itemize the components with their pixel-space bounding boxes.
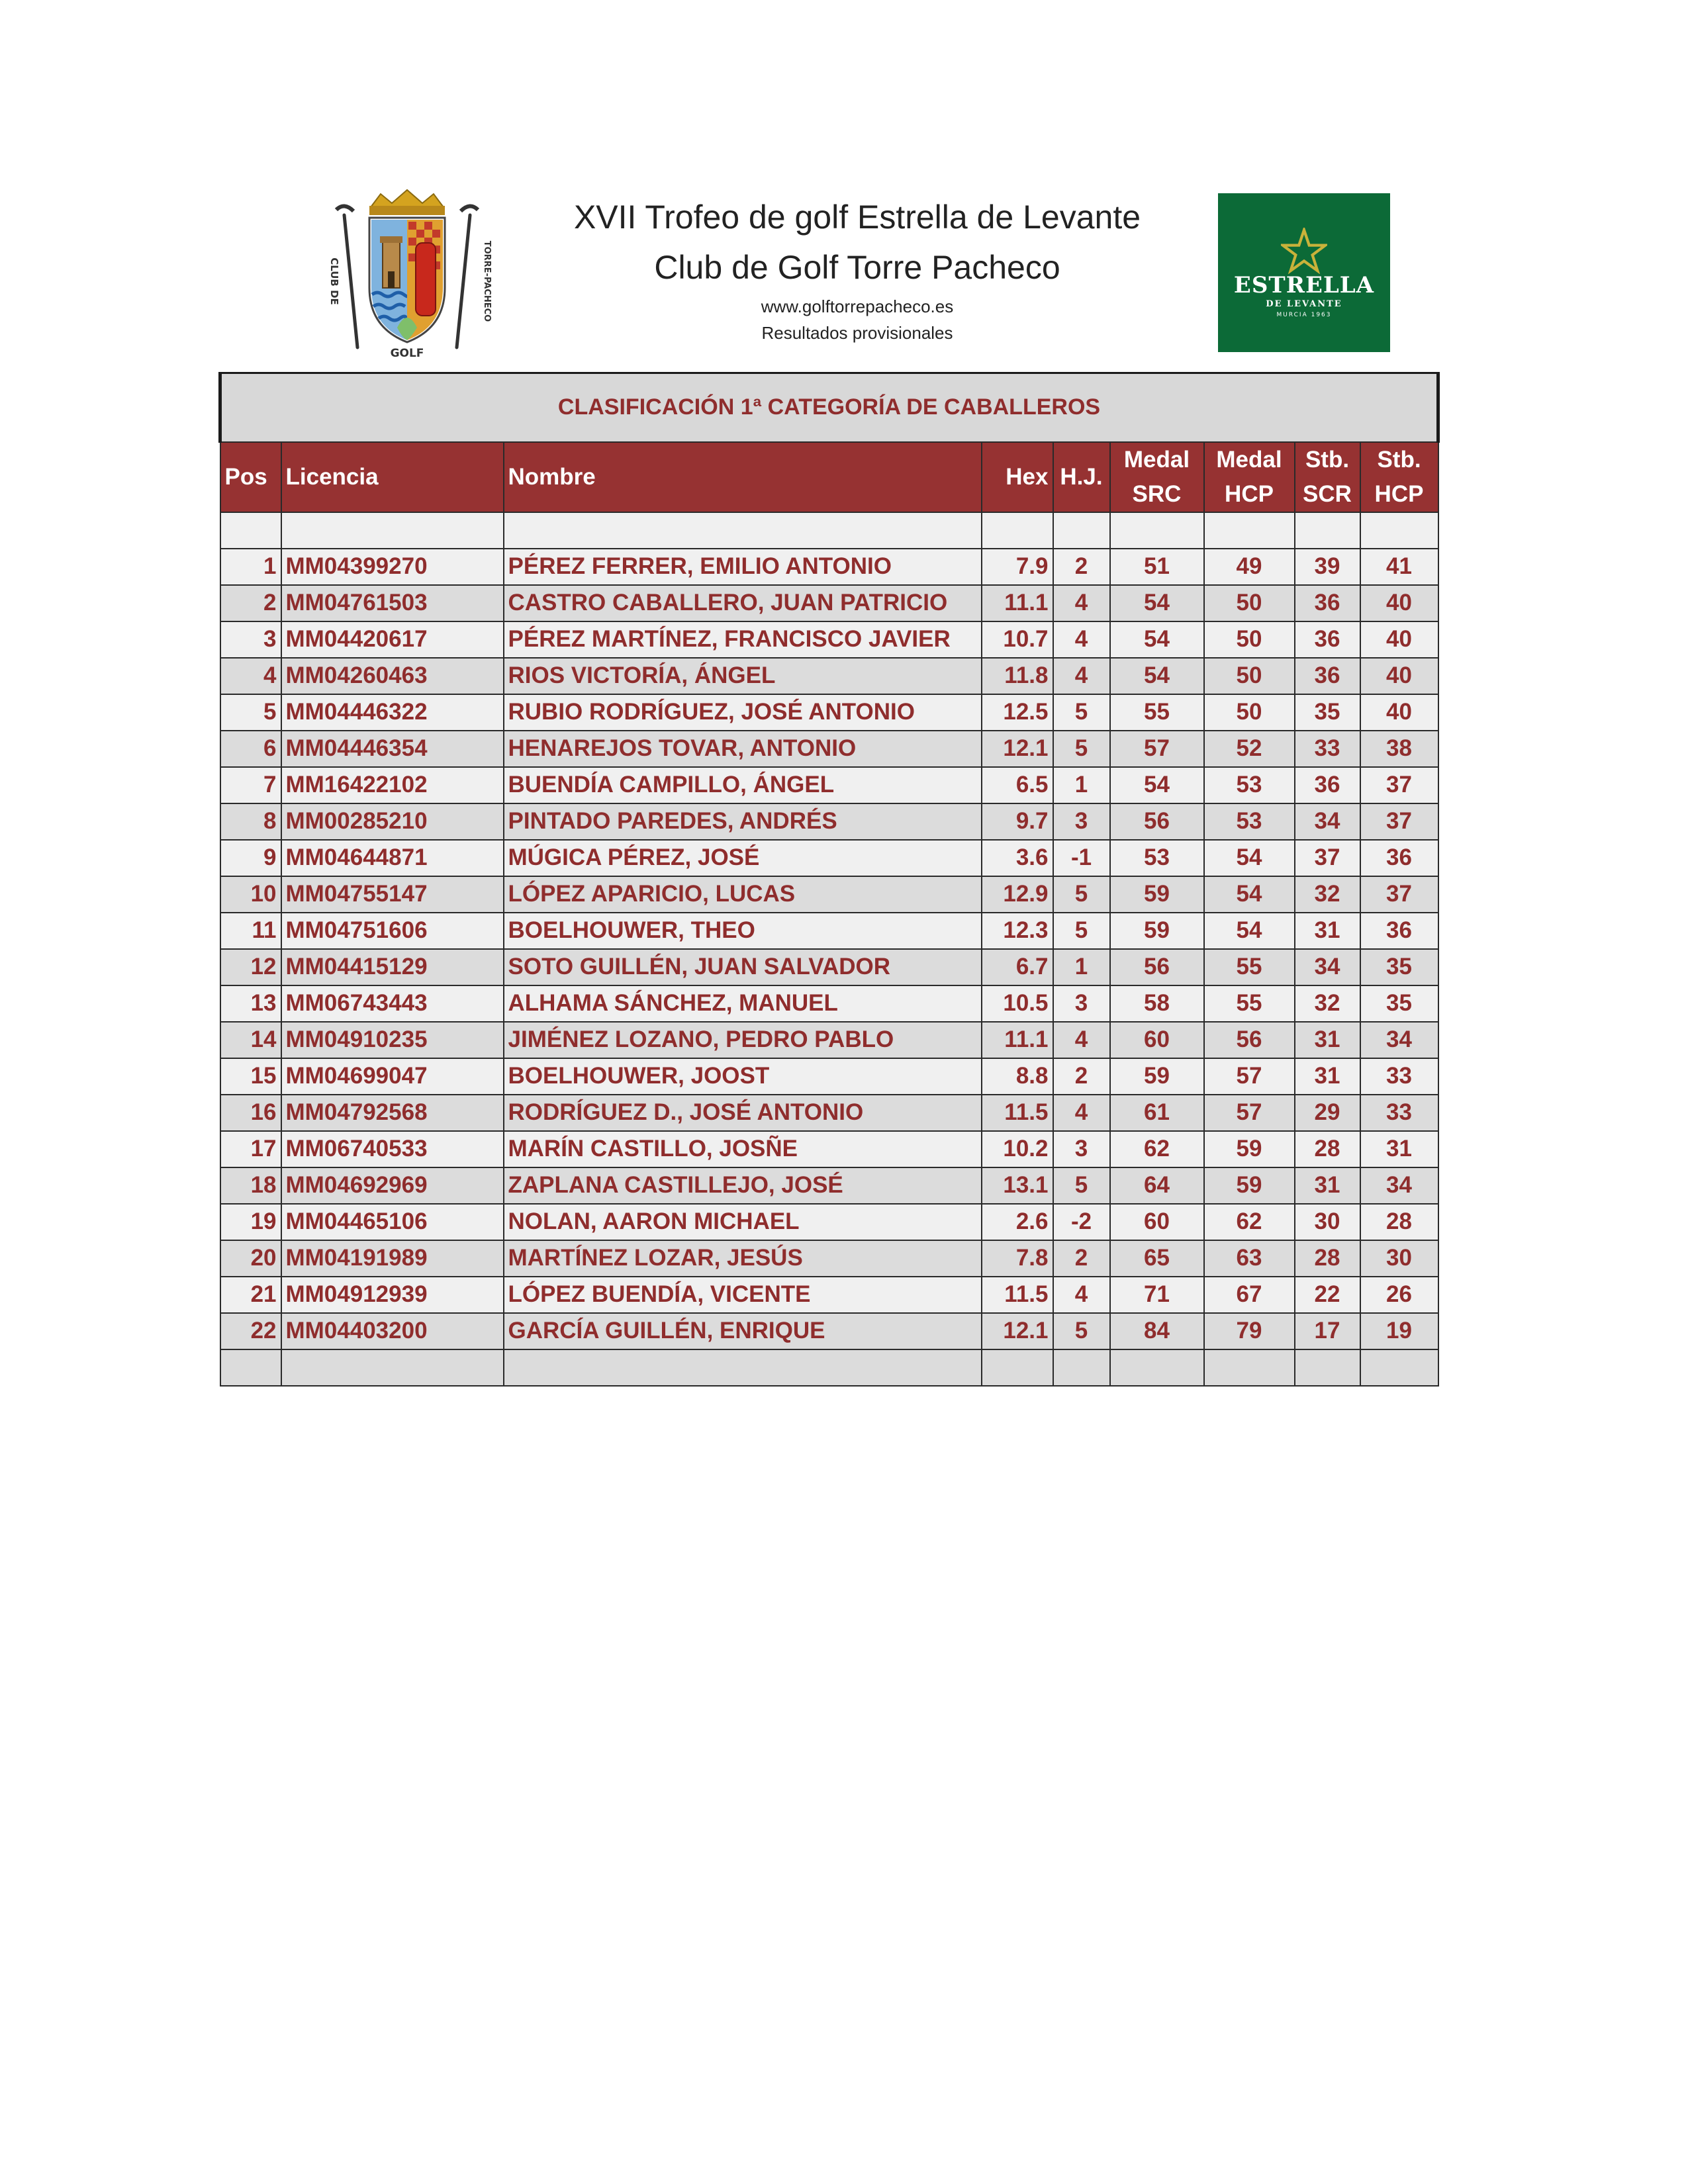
cell-medal-src: 54 (1110, 658, 1204, 694)
table-row (220, 1313, 1438, 1349)
cell-pos: 1 (220, 549, 281, 585)
cell-hj: 4 (1053, 1022, 1110, 1058)
cell-medal-src: 55 (1110, 694, 1204, 731)
header-title-block (510, 192, 1205, 345)
cell-pos: 20 (220, 1240, 281, 1277)
col-header-licencia: Licencia (281, 442, 504, 512)
empty-cell (1295, 1349, 1360, 1386)
cell-licencia: MM04910235 (281, 1022, 504, 1058)
cell-licencia: MM04399270 (281, 549, 504, 585)
cell-nombre: SOTO GUILLÉN, JUAN SALVADOR (504, 949, 982, 985)
cell-medal-src: 62 (1110, 1131, 1204, 1167)
cell-hex: 12.1 (982, 1313, 1053, 1349)
cell-pos: 2 (220, 585, 281, 621)
cell-stb-hcp: 33 (1360, 1095, 1438, 1131)
cell-stb-scr: 31 (1295, 1022, 1360, 1058)
cell-licencia: MM06743443 (281, 985, 504, 1022)
club-crest-logo (318, 189, 496, 361)
cell-medal-src: 59 (1110, 876, 1204, 913)
cell-stb-scr: 32 (1295, 985, 1360, 1022)
cell-nombre: MARTÍNEZ LOZAR, JESÚS (504, 1240, 982, 1277)
cell-stb-hcp: 28 (1360, 1204, 1438, 1240)
cell-nombre: RODRÍGUEZ D., JOSÉ ANTONIO (504, 1095, 982, 1131)
cell-hj: 1 (1053, 767, 1110, 803)
cell-medal-hcp: 50 (1204, 694, 1295, 731)
cell-hex: 2.6 (982, 1204, 1053, 1240)
cell-nombre: PÉREZ FERRER, EMILIO ANTONIO (504, 549, 982, 585)
cell-stb-scr: 31 (1295, 913, 1360, 949)
cell-medal-hcp: 62 (1204, 1204, 1295, 1240)
empty-cell (1204, 1349, 1295, 1386)
cell-pos: 22 (220, 1313, 281, 1349)
table-row (220, 1240, 1438, 1277)
col-header-stb-scr (1295, 442, 1360, 512)
cell-medal-src: 58 (1110, 985, 1204, 1022)
table-row (220, 803, 1438, 840)
cell-hex: 11.8 (982, 658, 1053, 694)
empty-cell (1053, 512, 1110, 549)
empty-cell (1204, 512, 1295, 549)
cell-stb-scr: 36 (1295, 585, 1360, 621)
cell-hj: 4 (1053, 658, 1110, 694)
table-row (220, 731, 1438, 767)
cell-stb-hcp: 40 (1360, 658, 1438, 694)
cell-medal-hcp: 54 (1204, 840, 1295, 876)
cell-licencia: MM04415129 (281, 949, 504, 985)
empty-cell (281, 512, 504, 549)
cell-hj: 3 (1053, 1131, 1110, 1167)
cell-licencia: MM04465106 (281, 1204, 504, 1240)
cell-stb-hcp: 40 (1360, 585, 1438, 621)
cell-stb-scr: 33 (1295, 731, 1360, 767)
cell-medal-hcp: 79 (1204, 1313, 1295, 1349)
cell-nombre: GARCÍA GUILLÉN, ENRIQUE (504, 1313, 982, 1349)
cell-licencia: MM04912939 (281, 1277, 504, 1313)
cell-medal-hcp: 63 (1204, 1240, 1295, 1277)
cell-medal-src: 71 (1110, 1277, 1204, 1313)
cell-hex: 13.1 (982, 1167, 1053, 1204)
col-header-medal-hcp-line1: Medal (1216, 446, 1282, 473)
cell-hj: 3 (1053, 803, 1110, 840)
cell-stb-hcp: 26 (1360, 1277, 1438, 1313)
table-row (220, 621, 1438, 658)
results-table (218, 372, 1440, 1387)
cell-medal-hcp: 52 (1204, 731, 1295, 767)
cell-hj: 4 (1053, 1095, 1110, 1131)
cell-stb-hcp: 34 (1360, 1167, 1438, 1204)
empty-cell (1053, 1349, 1110, 1386)
cell-licencia: MM04751606 (281, 913, 504, 949)
cell-stb-scr: 34 (1295, 949, 1360, 985)
cell-licencia: MM04191989 (281, 1240, 504, 1277)
cell-licencia: MM04260463 (281, 658, 504, 694)
empty-cell (220, 512, 281, 549)
cell-medal-src: 53 (1110, 840, 1204, 876)
table-row (220, 913, 1438, 949)
cell-medal-hcp: 50 (1204, 621, 1295, 658)
cell-hex: 8.8 (982, 1058, 1053, 1095)
cell-stb-scr: 34 (1295, 803, 1360, 840)
cell-medal-src: 59 (1110, 913, 1204, 949)
club-website: www.golftorrepacheco.es (761, 296, 954, 316)
cell-medal-src: 64 (1110, 1167, 1204, 1204)
cell-hex: 12.9 (982, 876, 1053, 913)
cell-stb-hcp: 36 (1360, 913, 1438, 949)
cell-nombre: ZAPLANA CASTILLEJO, JOSÉ (504, 1167, 982, 1204)
cell-stb-scr: 28 (1295, 1240, 1360, 1277)
cell-pos: 9 (220, 840, 281, 876)
cell-nombre: LÓPEZ APARICIO, LUCAS (504, 876, 982, 913)
cell-hex: 7.9 (982, 549, 1053, 585)
cell-licencia: MM04761503 (281, 585, 504, 621)
cell-licencia: MM04699047 (281, 1058, 504, 1095)
col-header-medal-src (1110, 442, 1204, 512)
cell-stb-scr: 36 (1295, 658, 1360, 694)
cell-stb-hcp: 31 (1360, 1131, 1438, 1167)
cell-hex: 11.1 (982, 1022, 1053, 1058)
table-row (220, 767, 1438, 803)
sponsor-city: MURCIA 1963 (1276, 311, 1332, 318)
cell-hj: 3 (1053, 985, 1110, 1022)
table-spacer-row (220, 512, 1438, 549)
cell-stb-scr: 39 (1295, 549, 1360, 585)
cell-stb-hcp: 37 (1360, 876, 1438, 913)
cell-pos: 19 (220, 1204, 281, 1240)
cell-stb-scr: 36 (1295, 621, 1360, 658)
cell-pos: 16 (220, 1095, 281, 1131)
table-row (220, 949, 1438, 985)
cell-hex: 12.5 (982, 694, 1053, 731)
cell-hex: 10.2 (982, 1131, 1053, 1167)
cell-medal-hcp: 55 (1204, 949, 1295, 985)
cell-medal-src: 59 (1110, 1058, 1204, 1095)
cell-hex: 11.5 (982, 1277, 1053, 1313)
cell-medal-hcp: 54 (1204, 876, 1295, 913)
cell-stb-scr: 36 (1295, 767, 1360, 803)
cell-stb-hcp: 38 (1360, 731, 1438, 767)
cell-stb-scr: 29 (1295, 1095, 1360, 1131)
empty-cell (281, 1349, 504, 1386)
cell-stb-hcp: 19 (1360, 1313, 1438, 1349)
cell-hj: 5 (1053, 694, 1110, 731)
club-name: Club de Golf Torre Pacheco (654, 249, 1060, 286)
cell-medal-src: 54 (1110, 585, 1204, 621)
cell-pos: 7 (220, 767, 281, 803)
table-row (220, 658, 1438, 694)
cell-licencia: MM04446322 (281, 694, 504, 731)
table-row (220, 1095, 1438, 1131)
table-row (220, 1022, 1438, 1058)
empty-cell (1360, 1349, 1438, 1386)
cell-stb-scr: 22 (1295, 1277, 1360, 1313)
cell-pos: 12 (220, 949, 281, 985)
cell-stb-scr: 31 (1295, 1167, 1360, 1204)
cell-stb-scr: 17 (1295, 1313, 1360, 1349)
table-row (220, 549, 1438, 585)
cell-pos: 14 (220, 1022, 281, 1058)
cell-medal-hcp: 54 (1204, 913, 1295, 949)
cell-medal-src: 60 (1110, 1022, 1204, 1058)
cell-hj: 4 (1053, 585, 1110, 621)
cell-medal-src: 61 (1110, 1095, 1204, 1131)
cell-hj: 5 (1053, 1167, 1110, 1204)
results-status: Resultados provisionales (761, 323, 953, 343)
cell-medal-src: 60 (1110, 1204, 1204, 1240)
cell-medal-hcp: 53 (1204, 803, 1295, 840)
col-header-medal-hcp (1204, 442, 1295, 512)
cell-hex: 10.7 (982, 621, 1053, 658)
cell-medal-hcp: 57 (1204, 1058, 1295, 1095)
cell-licencia: MM04446354 (281, 731, 504, 767)
cell-hex: 10.5 (982, 985, 1053, 1022)
sponsor-brand: ESTRELLA (1233, 271, 1375, 298)
cell-medal-src: 51 (1110, 549, 1204, 585)
empty-cell (1360, 512, 1438, 549)
star-icon (1281, 228, 1327, 274)
cell-medal-hcp: 57 (1204, 1095, 1295, 1131)
cell-pos: 3 (220, 621, 281, 658)
cell-medal-src: 65 (1110, 1240, 1204, 1277)
table-row (220, 876, 1438, 913)
cell-nombre: ALHAMA SÁNCHEZ, MANUEL (504, 985, 982, 1022)
cell-licencia: MM04755147 (281, 876, 504, 913)
cell-stb-hcp: 40 (1360, 621, 1438, 658)
cell-medal-hcp: 50 (1204, 658, 1295, 694)
cell-pos: 21 (220, 1277, 281, 1313)
cell-medal-hcp: 53 (1204, 767, 1295, 803)
cell-nombre: LÓPEZ BUENDÍA, VICENTE (504, 1277, 982, 1313)
cell-nombre: PÉREZ MARTÍNEZ, FRANCISCO JAVIER (504, 621, 982, 658)
empty-cell (1110, 512, 1204, 549)
col-header-hj: H.J. (1053, 442, 1110, 512)
cell-stb-scr: 32 (1295, 876, 1360, 913)
empty-cell (982, 1349, 1053, 1386)
cell-licencia: MM04692969 (281, 1167, 504, 1204)
cell-licencia: MM00285210 (281, 803, 504, 840)
cell-licencia: MM06740533 (281, 1131, 504, 1167)
cell-licencia: MM16422102 (281, 767, 504, 803)
cell-pos: 6 (220, 731, 281, 767)
cell-pos: 17 (220, 1131, 281, 1167)
cell-stb-hcp: 41 (1360, 549, 1438, 585)
table-row (220, 1167, 1438, 1204)
cell-hj: 5 (1053, 1313, 1110, 1349)
cell-hj: 2 (1053, 1058, 1110, 1095)
cell-stb-hcp: 33 (1360, 1058, 1438, 1095)
cell-hex: 3.6 (982, 840, 1053, 876)
cell-stb-hcp: 40 (1360, 694, 1438, 731)
col-header-medal-src-line2: SRC (1132, 480, 1182, 507)
cell-pos: 4 (220, 658, 281, 694)
cell-medal-hcp: 59 (1204, 1131, 1295, 1167)
cell-hj: 2 (1053, 549, 1110, 585)
cell-hex: 11.1 (982, 585, 1053, 621)
table-row (220, 985, 1438, 1022)
cell-medal-hcp: 49 (1204, 549, 1295, 585)
cell-licencia: MM04420617 (281, 621, 504, 658)
crest-text-right: TORRE-PACHECO (482, 240, 492, 322)
sponsor-logo (1218, 193, 1390, 352)
cell-hj: 4 (1053, 621, 1110, 658)
cell-pos: 8 (220, 803, 281, 840)
club-crest-icon (318, 189, 496, 361)
col-header-nombre: Nombre (504, 442, 982, 512)
cell-medal-hcp: 55 (1204, 985, 1295, 1022)
cell-hj: 5 (1053, 876, 1110, 913)
table-row (220, 585, 1438, 621)
cell-nombre: BOELHOUWER, THEO (504, 913, 982, 949)
cell-stb-scr: 35 (1295, 694, 1360, 731)
empty-cell (504, 1349, 982, 1386)
col-header-stb-scr-line1: Stb. (1305, 446, 1350, 473)
table-row (220, 1131, 1438, 1167)
crest-text-bottom: GOLF (390, 347, 424, 360)
cell-pos: 10 (220, 876, 281, 913)
cell-hj: 2 (1053, 1240, 1110, 1277)
empty-cell (1295, 512, 1360, 549)
cell-hex: 12.1 (982, 731, 1053, 767)
cell-medal-src: 84 (1110, 1313, 1204, 1349)
cell-medal-hcp: 59 (1204, 1167, 1295, 1204)
empty-cell (220, 1349, 281, 1386)
cell-pos: 15 (220, 1058, 281, 1095)
cell-nombre: MARÍN CASTILLO, JOSÑE (504, 1131, 982, 1167)
empty-cell (982, 512, 1053, 549)
cell-medal-hcp: 50 (1204, 585, 1295, 621)
cell-stb-hcp: 35 (1360, 949, 1438, 985)
cell-stb-hcp: 36 (1360, 840, 1438, 876)
table-row (220, 1058, 1438, 1095)
cell-hj: 4 (1053, 1277, 1110, 1313)
empty-cell (504, 512, 982, 549)
table-row (220, 840, 1438, 876)
col-header-stb-hcp-line2: HCP (1374, 480, 1424, 507)
cell-stb-scr: 31 (1295, 1058, 1360, 1095)
table-row (220, 694, 1438, 731)
cell-stb-hcp: 35 (1360, 985, 1438, 1022)
cell-stb-scr: 30 (1295, 1204, 1360, 1240)
sponsor-brand-sub: DE LEVANTE (1266, 298, 1342, 309)
cell-medal-hcp: 56 (1204, 1022, 1295, 1058)
cell-licencia: MM04644871 (281, 840, 504, 876)
col-header-stb-hcp (1360, 442, 1438, 512)
cell-nombre: NOLAN, AARON MICHAEL (504, 1204, 982, 1240)
table-header-row (220, 442, 1438, 512)
cell-hex: 7.8 (982, 1240, 1053, 1277)
col-header-stb-hcp-line1: Stb. (1377, 446, 1421, 473)
cell-nombre: JIMÉNEZ LOZANO, PEDRO PABLO (504, 1022, 982, 1058)
empty-cell (1110, 1349, 1204, 1386)
cell-stb-scr: 28 (1295, 1131, 1360, 1167)
cell-medal-src: 56 (1110, 949, 1204, 985)
table-row (220, 1204, 1438, 1240)
cell-hex: 9.7 (982, 803, 1053, 840)
cell-nombre: RIOS VICTORÍA, ÁNGEL (504, 658, 982, 694)
cell-nombre: PINTADO PAREDES, ANDRÉS (504, 803, 982, 840)
cell-pos: 11 (220, 913, 281, 949)
cell-nombre: BOELHOUWER, JOOST (504, 1058, 982, 1095)
cell-medal-hcp: 67 (1204, 1277, 1295, 1313)
table-title: CLASIFICACIÓN 1ª CATEGORÍA DE CABALLEROS (220, 373, 1438, 442)
cell-medal-src: 54 (1110, 767, 1204, 803)
cell-medal-src: 54 (1110, 621, 1204, 658)
cell-stb-hcp: 37 (1360, 767, 1438, 803)
table-row (220, 1277, 1438, 1313)
cell-hex: 6.5 (982, 767, 1053, 803)
col-header-hex: Hex (982, 442, 1053, 512)
cell-nombre: RUBIO RODRÍGUEZ, JOSÉ ANTONIO (504, 694, 982, 731)
cell-pos: 18 (220, 1167, 281, 1204)
cell-stb-hcp: 37 (1360, 803, 1438, 840)
cell-licencia: MM04792568 (281, 1095, 504, 1131)
cell-nombre: MÚGICA PÉREZ, JOSÉ (504, 840, 982, 876)
cell-stb-scr: 37 (1295, 840, 1360, 876)
cell-nombre: HENAREJOS TOVAR, ANTONIO (504, 731, 982, 767)
cell-pos: 13 (220, 985, 281, 1022)
cell-licencia: MM04403200 (281, 1313, 504, 1349)
table-end-row (220, 1349, 1438, 1386)
cell-nombre: CASTRO CABALLERO, JUAN PATRICIO (504, 585, 982, 621)
cell-pos: 5 (220, 694, 281, 731)
cell-nombre: BUENDÍA CAMPILLO, ÁNGEL (504, 767, 982, 803)
cell-hex: 11.5 (982, 1095, 1053, 1131)
col-header-medal-src-line1: Medal (1123, 446, 1190, 473)
cell-hj: 5 (1053, 731, 1110, 767)
cell-stb-hcp: 30 (1360, 1240, 1438, 1277)
cell-medal-src: 57 (1110, 731, 1204, 767)
col-header-medal-hcp-line2: HCP (1225, 480, 1274, 507)
crest-text-left: CLUB DE (328, 257, 340, 305)
cell-medal-src: 56 (1110, 803, 1204, 840)
tournament-title: XVII Trofeo de golf Estrella de Levante (573, 199, 1141, 236)
cell-hj: 1 (1053, 949, 1110, 985)
cell-hj: 5 (1053, 913, 1110, 949)
col-header-stb-scr-line2: SCR (1303, 480, 1352, 507)
table-title-row (220, 373, 1438, 442)
cell-hex: 12.3 (982, 913, 1053, 949)
cell-stb-hcp: 34 (1360, 1022, 1438, 1058)
cell-hex: 6.7 (982, 949, 1053, 985)
cell-hj: -2 (1053, 1204, 1110, 1240)
cell-hj: -1 (1053, 840, 1110, 876)
col-header-pos: Pos (220, 442, 281, 512)
